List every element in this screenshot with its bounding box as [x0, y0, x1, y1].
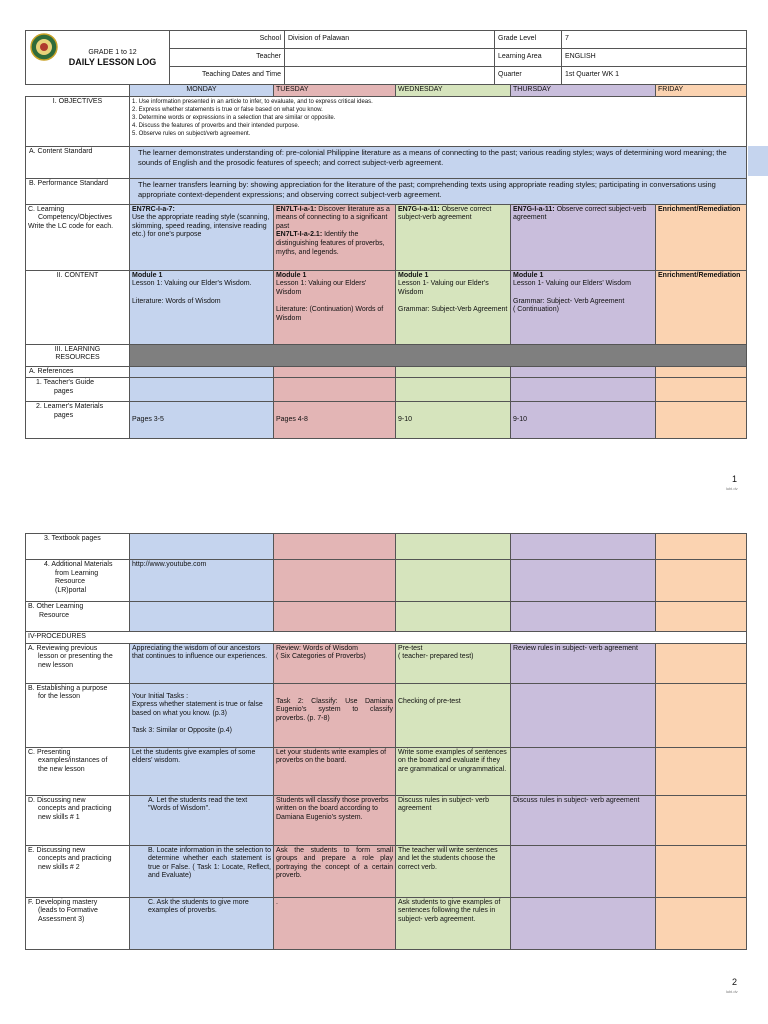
module-label: Module 1 [398, 271, 429, 279]
competency-label-line: Competency/Objectives [38, 214, 112, 222]
content-standard-label: A. Content Standard [26, 146, 130, 178]
textbook-thursday [511, 534, 656, 560]
teachers-guide-label [26, 378, 130, 402]
lc-code: EN7LT-I-a-2.1: [276, 231, 323, 239]
proc-f-wednesday: Ask students to give examples of sentences following the rules in subject- verb agreement. [396, 897, 511, 949]
content-monday [130, 270, 274, 344]
day-wednesday: WEDNESDAY [396, 85, 511, 97]
competency-monday [130, 204, 274, 270]
teacher-value [285, 49, 495, 67]
proc-c-thursday [511, 747, 656, 795]
competency-label-line: C. Learning [28, 205, 65, 213]
other-wednesday [396, 602, 511, 632]
proc-b-thursday [511, 683, 656, 747]
day-monday: MONDAY [130, 85, 274, 97]
performance-standard-label: B. Performance Standard [26, 178, 130, 204]
objective-item: 4. Discuss the features of proverbs and their intended purpose. [132, 122, 300, 129]
proc-text: Review: Words of Wisdom [276, 644, 358, 652]
grade-level-value: 7 [562, 31, 747, 49]
proc-label-line: C. Presenting [28, 748, 71, 756]
proc-d-monday: A. Let the students read the text "Words of Wisdom". [130, 795, 274, 845]
objective-item: 2. Express whether statements is true or false based on what you know. [132, 106, 323, 113]
proc-label-line: concepts and practicing [38, 855, 112, 863]
proc-label-line: A. Reviewing previous [28, 644, 98, 652]
proc-label-line: new lesson [38, 661, 74, 669]
references-tuesday [274, 366, 396, 378]
lr-label-line: RESOURCES [55, 354, 100, 362]
proc-c-tuesday: Let your students write examples of proverbs on the board. [274, 747, 396, 795]
grammar-label: Grammar: Subject- Verb Agreement [513, 297, 625, 305]
objective-item: 3. Determine words or expressions in a selection that are similar or opposite. [132, 114, 336, 121]
add-thursday [511, 560, 656, 602]
proc-label-line: lesson or presenting the [38, 653, 113, 661]
proc-f-thursday [511, 897, 656, 949]
competency-tuesday [274, 204, 396, 270]
other-label-line: B. Other Learning [28, 603, 84, 610]
proc-c-friday [656, 747, 747, 795]
competency-label [26, 204, 130, 270]
teacher-label: Teacher [170, 49, 285, 67]
competency-thursday [511, 204, 656, 270]
grammar-label: ( Continuation) [513, 306, 559, 314]
lc-text: Identify the distinguishing features of proverbs, myths, and legends. [276, 231, 385, 256]
textbook-tuesday [274, 534, 396, 560]
tg-wednesday [396, 378, 511, 402]
quarter-value: 1st Quarter WK 1 [562, 67, 747, 85]
tg-label-line: pages [54, 387, 74, 395]
lesson-label: Lesson 1: Valuing our Elders' Wisdom [276, 280, 367, 296]
add-wednesday [396, 560, 511, 602]
lc-text: Observe correct subject-verb agreement [513, 205, 647, 222]
lc-text: Discover literature as a means of connecting to a significant past [276, 205, 390, 230]
add-label-line: from Learning [55, 569, 99, 577]
tg-label-line: 1. Teacher's Guide [36, 379, 95, 387]
tg-thursday [511, 378, 656, 402]
proc-a-tuesday [274, 643, 396, 683]
proc-b-wednesday: Checking of pre-test [396, 683, 511, 747]
proc-a-thursday: Review rules in subject- verb agreement [511, 643, 656, 683]
textbook-label: 3. Textbook pages [26, 534, 130, 560]
page-number-2: 2 [732, 977, 738, 987]
proc-e-thursday [511, 845, 656, 897]
proc-c-label [26, 747, 130, 795]
additional-materials-label [26, 560, 130, 602]
proc-d-thursday: Discuss rules in subject- verb agreement [511, 795, 656, 845]
lm-monday: Pages 3-5 [130, 402, 274, 439]
proc-text: Task 3: Similar or Opposite (p.4) [132, 727, 232, 735]
lc-code: EN7LT-I-a-1: [276, 205, 317, 213]
proc-label-line: examples/instances of [38, 757, 108, 765]
proc-text: Pre-test [398, 644, 423, 652]
school-value: Division of Palawan [285, 31, 495, 49]
textbook-friday [656, 534, 747, 560]
proc-e-tuesday: Ask the students to form small groups and prepare a role play portraying the concept of a certain proverb. [274, 845, 396, 897]
content-tuesday [274, 270, 396, 344]
lc-code: EN7G-I-a-11: [398, 205, 440, 213]
module-label: Module 1 [132, 271, 163, 279]
proc-text: ( teacher- prepared test) [398, 653, 474, 661]
day-friday: FRIDAY [656, 85, 747, 97]
side-tab[interactable] [748, 146, 768, 176]
lesson-label: Lesson 1- Valuing our Elders' Wisdom [513, 280, 631, 288]
learning-resources-label [26, 344, 130, 366]
page-number-1: 1 [732, 474, 738, 484]
lm-tuesday: Pages 4-8 [274, 402, 396, 439]
references-label: A. References [26, 366, 130, 378]
other-label-line: Resource [39, 611, 69, 619]
learning-area-label: Learning Area [495, 49, 562, 67]
objective-item: 5. Observe rules on subject/verb agreement. [132, 130, 251, 137]
lc-code: EN7G-I-a-11: [513, 205, 555, 213]
proc-label-line: B. Establishing a purpose [28, 684, 108, 692]
proc-label-line: F. Developing mastery [28, 898, 98, 906]
other-friday [656, 602, 747, 632]
grade-range: GRADE 1 to 12 [88, 48, 137, 56]
references-thursday [511, 366, 656, 378]
proc-label-line: concepts and practicing [38, 805, 112, 813]
content-standard-text: The learner demonstrates understanding of: pre-colonial Philippine literature as a means of connecting to the past; various reading styles; ways of determining word meaning; the sounds of English and the prosodic features of speech; and correct subject-verb agreement. [130, 146, 747, 178]
lm-label-line: 2. Learner's Materials [36, 403, 104, 411]
lesson-label: Lesson 1- Valuing our Elder's Wisdom [398, 280, 489, 296]
proc-d-tuesday: Students will classify those proverbs written on the board according to Damiana Eugenio's system. [274, 795, 396, 845]
quarter-label: Quarter [495, 67, 562, 85]
references-friday [656, 366, 747, 378]
grammar-label: Grammar: Subject-Verb Agreement [398, 306, 508, 314]
school-label: School [170, 31, 285, 49]
proc-text: Express whether statement is true or false based on what you know. (p.3) [132, 701, 263, 717]
proc-d-friday [656, 795, 747, 845]
proc-label-line: (leads to Formative [38, 907, 98, 915]
proc-text: Your Initial Tasks : [132, 692, 189, 700]
objectives-label: I. OBJECTIVES [26, 96, 130, 146]
learning-resources-bar [130, 344, 747, 366]
content-thursday [511, 270, 656, 344]
page-footer-1: lubi.dv [726, 486, 738, 491]
lm-label-line: pages [54, 411, 74, 419]
lc-text: Use the appropriate reading style (scanning, skimming, speed reading, intensive reading etc.) for one's purpose [132, 214, 270, 239]
lesson-label: Lesson 1: Valuing our Elder's Wisdom. [132, 280, 252, 288]
references-wednesday [396, 366, 511, 378]
other-resources-label [26, 602, 130, 632]
proc-label-line: for the lesson [38, 693, 81, 701]
header-table [25, 30, 747, 85]
proc-b-monday [130, 683, 274, 747]
proc-e-friday [656, 845, 747, 897]
content-friday: Enrichment/Remediation [656, 270, 747, 344]
proc-f-monday: C. Ask the students to give more examples of proverbs. [130, 897, 274, 949]
lesson-table-page2 [25, 533, 747, 950]
proc-a-label [26, 643, 130, 683]
add-friday [656, 560, 747, 602]
dates-label: Teaching Dates and Time [170, 67, 285, 85]
literature-label: Literature: (Continuation) Words of Wisdom [276, 306, 384, 322]
proc-c-wednesday: Write some examples of sentences on the board and evaluate if they are grammatical or ungrammatical. [396, 747, 511, 795]
grade-level-label: Grade Level [495, 31, 562, 49]
proc-e-monday: B. Locate information in the selection to determine whether each statement is true or False. ( Task 1: Locate, Reflect, and Evaluate) [130, 845, 274, 897]
dates-value [285, 67, 495, 85]
procedures-label: IV-PROCEDURES [26, 632, 747, 644]
proc-a-wednesday [396, 643, 511, 683]
lm-wednesday: 9-10 [396, 402, 511, 439]
lesson-table-page1 [25, 84, 747, 439]
lc-text: Observe correct subject-verb agreement [398, 205, 492, 222]
references-monday [130, 366, 274, 378]
textbook-wednesday [396, 534, 511, 560]
proc-label-line: D. Discussing new [28, 796, 86, 804]
proc-f-friday [656, 897, 747, 949]
other-monday [130, 602, 274, 632]
proc-e-label [26, 845, 130, 897]
textbook-monday [130, 534, 274, 560]
day-thursday: THURSDAY [511, 85, 656, 97]
tg-monday [130, 378, 274, 402]
proc-label-line: new skills # 1 [38, 813, 80, 821]
proc-b-friday [656, 683, 747, 747]
add-tuesday [274, 560, 396, 602]
proc-d-wednesday: Discuss rules in subject- verb agreement [396, 795, 511, 845]
proc-b-label [26, 683, 130, 747]
day-tuesday: TUESDAY [274, 85, 396, 97]
lm-thursday: 9-10 [511, 402, 656, 439]
learning-area-value: ENGLISH [562, 49, 747, 67]
lr-label-line: III. LEARNING [54, 345, 101, 353]
proc-a-friday [656, 643, 747, 683]
proc-f-tuesday: . [274, 897, 396, 949]
learners-materials-label [26, 402, 130, 439]
other-tuesday [274, 602, 396, 632]
page-footer-2: lubi.dv [726, 989, 738, 994]
add-label-line: 4. Additional Materials [44, 561, 113, 568]
add-label-line: (LR)portal [55, 586, 87, 594]
proc-label-line: Assessment 3) [38, 915, 85, 923]
tg-friday [656, 378, 747, 402]
proc-d-label [26, 795, 130, 845]
proc-label-line: the new lesson [38, 765, 85, 773]
content-wednesday [396, 270, 511, 344]
add-label-line: Resource [55, 578, 85, 586]
proc-f-label [26, 897, 130, 949]
proc-b-tuesday: Task 2: Classify: Use Damiana Eugenio's system to classify proverbs. (p. 7-8) [274, 683, 396, 747]
objectives-list [130, 96, 747, 146]
performance-standard-text: The learner transfers learning by: showing appreciation for the literature of the past; comprehending texts using appropriate reading styles; participating in conversations using appropriate context-dependent expressions; and observing correct subject-verb agreement. [130, 178, 747, 204]
proc-e-wednesday: The teacher will write sentences and let the students choose the correct verb. [396, 845, 511, 897]
literature-label: Literature: Words of Wisdom [132, 297, 221, 305]
proc-text: ( Six Categories of Proverbs) [276, 653, 366, 661]
tg-tuesday [274, 378, 396, 402]
competency-wednesday [396, 204, 511, 270]
objective-item: 1. Use information presented in an article to infer, to evaluate, and to express critical ideas. [132, 98, 373, 105]
competency-label-line: Write the LC code for each. [28, 222, 114, 230]
lc-code: EN7RC-I-a-7: [132, 205, 175, 213]
proc-label-line: E. Discussing new [28, 846, 86, 854]
lm-friday [656, 402, 747, 439]
proc-c-monday: Let the students give examples of some elders' wisdom. [130, 747, 274, 795]
module-label: Module 1 [276, 271, 307, 279]
other-thursday [511, 602, 656, 632]
competency-friday: Enrichment/Remediation [656, 204, 747, 270]
youtube-link[interactable]: http://www.youtube.com [130, 560, 274, 602]
content-label: II. CONTENT [26, 270, 130, 344]
module-label: Module 1 [513, 271, 544, 279]
log-title: DAILY LESSON LOG [68, 56, 157, 67]
proc-label-line: new skills # 2 [38, 863, 80, 871]
proc-a-monday: Appreciating the wisdom of our ancestors that continues to influence our experiences. [130, 643, 274, 683]
